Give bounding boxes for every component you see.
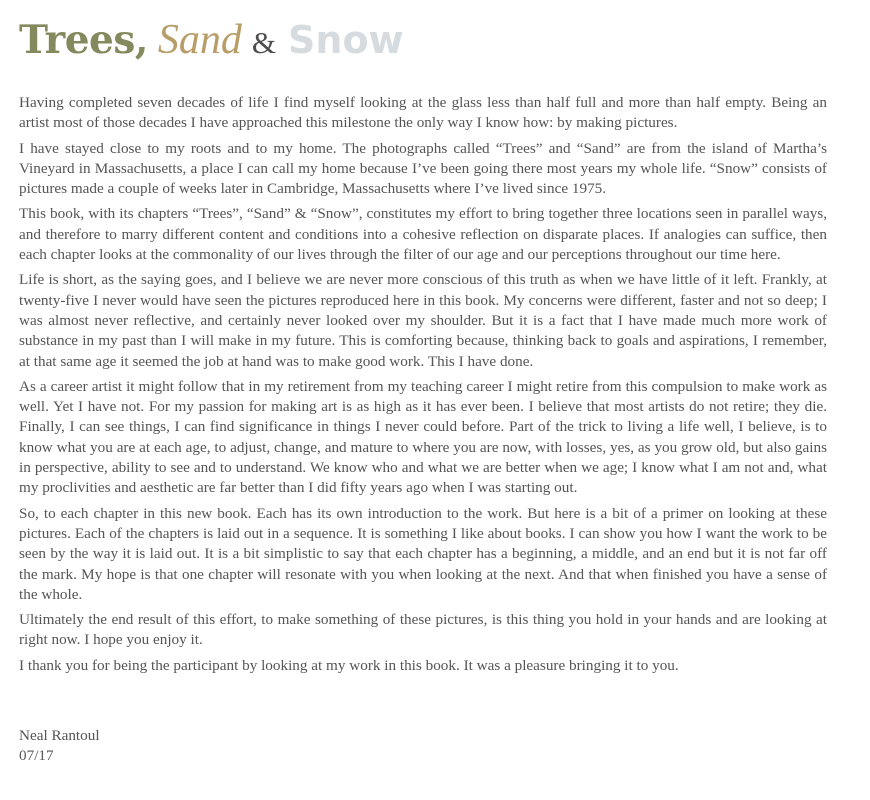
author-name: Neal Rantoul [19,727,100,744]
paragraph: This book, with its chapters “Trees”, “Sand” & “Snow”, constitutes my effort to bring together three locations seen in parallel ways, and therefore to marry different content and conditions into a cohesive reflection on disparate places. If analogies can suffice, then each chapter looks at the commonality of our lives through the filter of our age and our perceptions throughout our time here. [19,205,827,264]
title-snow: Snow [288,18,404,62]
signature [19,726,100,767]
paragraph: Ultimately the end result of this effort, to make something of these pictures, is this thing you hold in your hands and are looking at right now. I hope you enjoy it. [19,611,827,649]
paragraph: Life is short, as the saying goes, and I believe we are never more conscious of this truth as when we have little of it left. Frankly, at twenty-five I never would have seen the pictures reproduced here in this book. My concerns were different, faster and not so deep; I was almost never reflective, and certainly never looked over my shoulder. But it is a fact that I have made much more work of substance in my past than I will make in my future. This is comforting because, thinking back to goals and aspirations, I remember, at that same age it seemed the job at hand was to make good work. This I have done. [19,271,827,370]
paragraph: I thank you for being the participant by looking at my work in this book. It was a pleasure bringing it to you. [19,656,679,674]
signature-date: 07/17 [19,747,54,765]
title-ampersand: & [251,25,277,60]
book-title [19,14,404,66]
paragraph: Having completed seven decades of life I find myself looking at the glass less than half full and more than half empty. Being an artist most of those decades I have approached this milestone the only way I know how: by making pictures. [19,94,827,132]
paragraph: As a career artist it might follow that in my retirement from my teaching career I might retire from this compulsion to make work as well. Yet I have not. For my passion for making art is as high as it has ever been. I believe that most artists do not retire; they die. Finally, I can see things, I can find significance in things I never could before. Part of the trick to living a life well, I believe, is to know what you are at each age, to adjust, change, and mature to where you are now, with losses, yes, as you grow old, but also gains in perspective, ability to see and to understand. We know who and what we are better when we age; I know what I am not and, what my proclivities and aesthetic are far better than I did fifty years ago when I was starting out. [19,377,827,497]
introduction-text [19,93,827,681]
title-trees: Trees, [19,17,148,63]
paragraph: I have stayed close to my roots and to my home. The photographs called “Trees” and “Sand” are from the island of Martha’s Vineyard in Massachusetts, a place I can call my home because I’ve been going there most years my whole life. “Snow” consists of pictures made a couple of weeks later in Cambridge, Massachusetts where I’ve lived since 1975. [19,139,827,198]
title-sand: Sand [157,17,242,63]
paragraph: So, to each chapter in this new book. Each has its own introduction to the work. But here is a bit of a primer on looking at these pictures. Each of the chapters is laid out in a sequence. It is something I like about books. I can show you how I want the work to be seen by the way it is laid out. It is a bit simplistic to say that each chapter has a beginning, a middle, and an end but it is not far off the mark. My hope is that one chapter will resonate with you when looking at the next. And that when finished you have a sense of the whole. [19,504,827,603]
